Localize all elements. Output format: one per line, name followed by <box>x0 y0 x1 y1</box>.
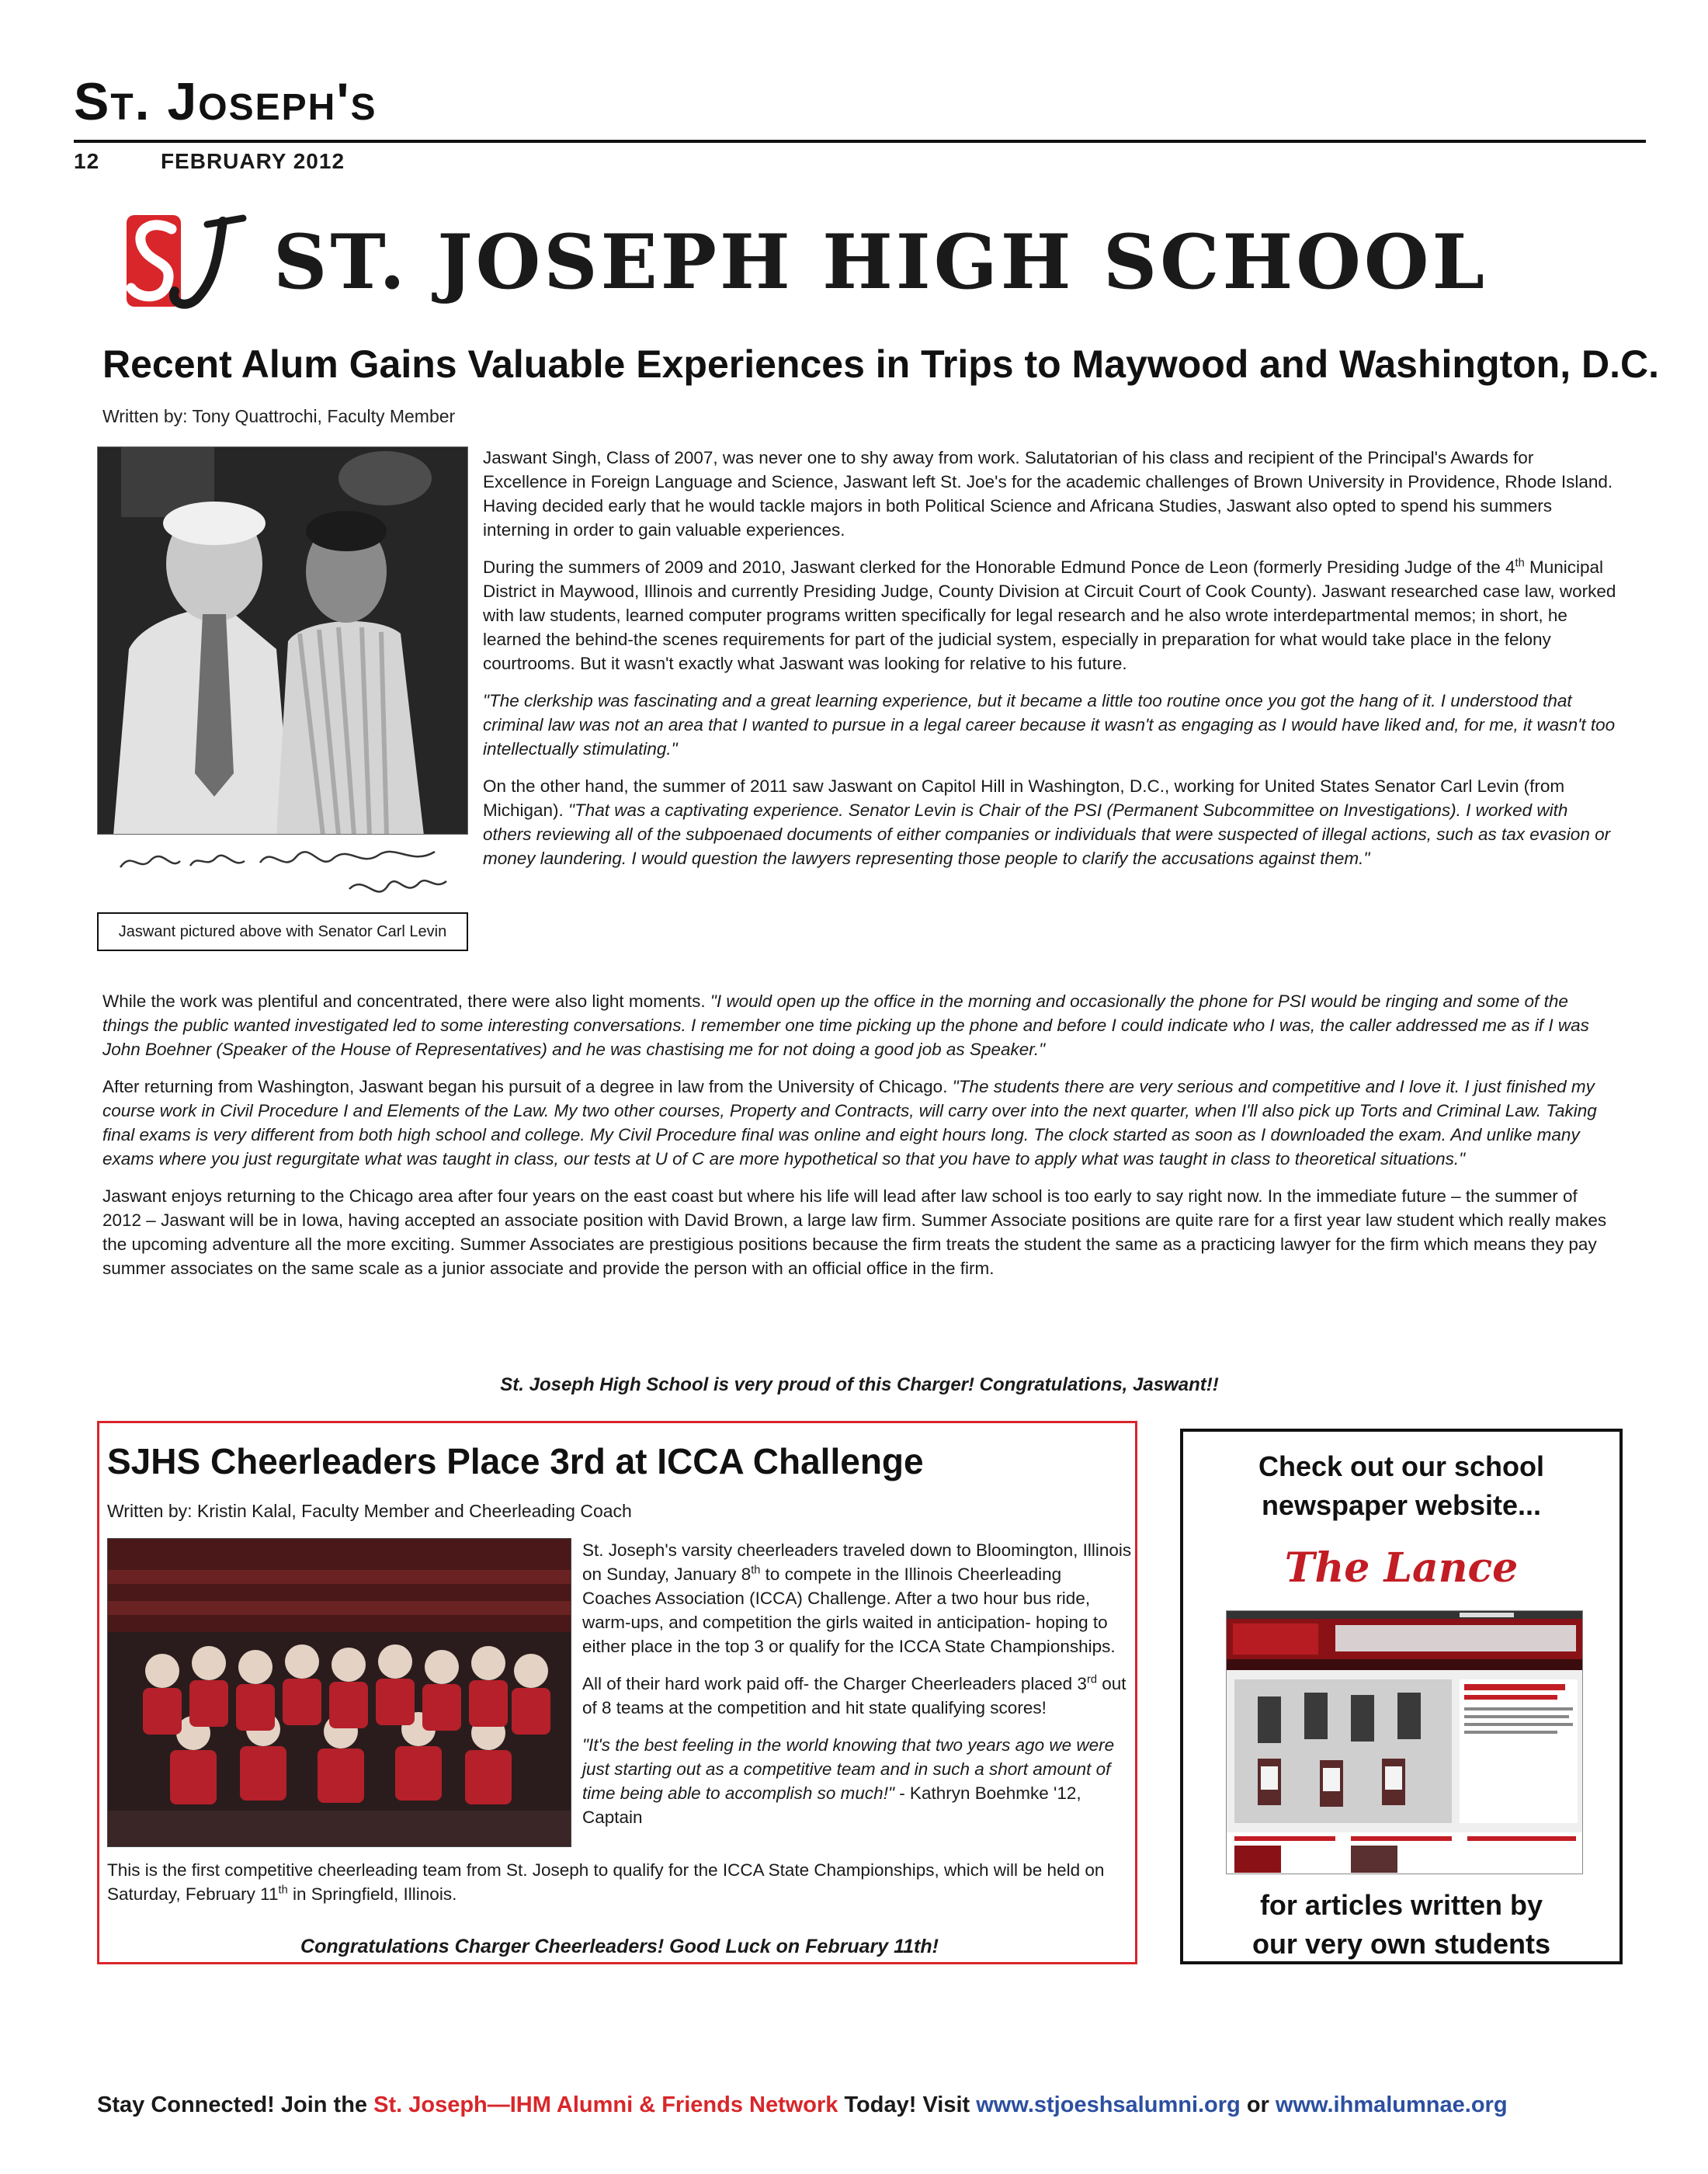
promo-tagline-line: for articles written by <box>1259 1889 1543 1921</box>
issue-date: FEBRUARY 2012 <box>160 149 345 173</box>
article1-paragraph: Jaswant enjoys returning to the Chicago area after four years on the east coast but where his life will lead after law school is too early to say right now. In the immediate future – the summer of 2012 – Jaswant will be in Iowa, having accepted an associate position with David Brown, a large law firm. Summer Associate positions are quite rare for a first year law student which really makes the upcoming adventure all the more exciting. Summer Associates are prestigious positions because the firm treats the student the same as a practicing lawyer for the firm which means they pay summer associates on the same scale as a junior associate and provide the person with an official office in the firm. <box>102 1186 1607 1278</box>
text-run: out of 8 teams at the competition and hit state qualifying scores! <box>582 1674 1127 1717</box>
footer-text: or <box>1240 2092 1276 2117</box>
alumni-link-stjoes[interactable]: www.stjoeshsalumni.org <box>976 2092 1241 2117</box>
ordinal-suffix: th <box>751 1564 761 1577</box>
alumni-link-ihm[interactable]: www.ihmalumnae.org <box>1275 2092 1508 2117</box>
text-run: While the work was plentiful and concentrated, there were also light moments. <box>102 991 710 1011</box>
text-run: On the other hand, the summer of 2011 saw Jaswant on Capitol Hill in Washington, D.C., working for United States Senator Carl Levin (from Michigan). <box>483 776 1565 820</box>
quote-attribution: - Kathryn Boehmke '12, Captain <box>582 1783 1081 1827</box>
cheer-article-box <box>97 1421 1137 1964</box>
article1-quote: "The clerkship was fascinating and a great learning experience, but it became a little too routine once you got the hang of it. I understood that criminal law was not an area that I wanted to pursue in a legal career because it wasn't as engaging as I would have liked and, for me, it wasn't too intellectually stimulating." <box>483 691 1616 759</box>
school-header <box>120 203 1595 320</box>
promo-heading-line: Check out our school <box>1258 1450 1545 1482</box>
article1-closing: St. Joseph High School is very proud of this Charger! Congratulations, Jaswant!! <box>500 1374 1219 1395</box>
article1-body-wide <box>102 989 1616 1294</box>
school-logo-icon <box>120 207 256 316</box>
article2-body-bottom <box>107 1858 1132 1919</box>
school-name: ST. JOSEPH HIGH SCHOOL <box>273 217 1488 306</box>
issue-line <box>74 149 345 174</box>
quote-run: "I would open up the office in the morning and occasionally the phone for PSI would be ringing and some of the things the public wanted investigated led to some interesting conversations. I remember one time picking up the phone and before I could indicate who I was, the caller addressed me as if I was John Boehner (Speaker of the House of Representatives) and he was chastising me for not doing a good job as Speaker." <box>102 991 1589 1059</box>
text-run: After returning from Washington, Jaswant began his pursuit of a degree in law from the University of Chicago. <box>102 1077 953 1096</box>
text-run: in Springfield, Illinois. <box>287 1884 457 1904</box>
article1-body-narrow <box>483 446 1616 884</box>
ordinal-suffix: rd <box>1086 1673 1097 1686</box>
promo-heading-line: newspaper website... <box>1261 1489 1542 1521</box>
text-run: This is the first competitive cheerleading team from St. Joseph to qualify for the ICCA State Championships, which will be held on Saturday, February 11 <box>107 1860 1105 1904</box>
article1-paragraph: Jaswant Singh, Class of 2007, was never one to shy away from work. Salutatorian of his class and recipient of the Principal's Awards for Excellence in Foreign Language and Science, Jaswant left St. Joe's for the academic challenges of Brown University in Providence, Rhode Island. Having decided early that he would tackle majors in both Political Science and Africana Studies, Jaswant also opted to spend his summers interning in order to gain valuable experiences. <box>483 448 1613 540</box>
article2-paragraph <box>582 1538 1133 1658</box>
article2-headline: SJHS Cheerleaders Place 3rd at ICCA Challenge <box>107 1441 924 1481</box>
article2-body-side <box>582 1538 1133 1842</box>
footer-alumni-banner <box>97 2092 1642 2118</box>
article1-photo <box>97 446 468 835</box>
text-run: During the summers of 2009 and 2010, Jaswant clerked for the Honorable Edmund Ponce de Leon (formerly Presiding Judge of the 4 <box>483 557 1515 577</box>
paper-name: The Lance <box>1284 1544 1519 1592</box>
text-run: Municipal District in Maywood, Illinois and currently Presiding Judge, County Division at Circuit Court of Cook County). Jaswant researched case law, worked with law students, learned computer programs written specifically for legal research and he also wrote interdepartmental memos; in short, he learned the behind-the scenes requirements for part of the judicial system, especially in preparation for what would take place in the felony courtrooms. But it wasn't exactly what Jaswant was looking for relative to his future. <box>483 557 1616 673</box>
article2-paragraph <box>582 1672 1133 1720</box>
quote-run: "It's the best feeling in the world knowing that two years ago we were just starting out as a competitive team and in such a short amount of time being able to accomplish so much!" <box>582 1735 1115 1803</box>
autograph-signature <box>116 842 450 912</box>
text-run: to compete in the Illinois Cheerleading Coaches Association (ICCA) Challenge. After a two hour bus ride, warm-ups, and competition the girls waited in anticipation- hoping to either place in the top 3 or qualify for the ICCA State Championships. <box>582 1565 1116 1656</box>
footer-text: Stay Connected! Join the <box>97 2092 374 2117</box>
newspaper-promo-box <box>1180 1429 1623 1964</box>
article2-paragraph <box>582 1733 1133 1829</box>
article2-byline: Written by: Kristin Kalal, Faculty Member and Cheerleading Coach <box>107 1501 632 1521</box>
promo-tagline <box>1183 1886 1619 1964</box>
text-run: St. Joseph's varsity cheerleaders traveled down to Bloomington, Illinois on Sunday, January 8 <box>582 1540 1132 1584</box>
footer-text: Today! Visit <box>838 2092 977 2117</box>
website-screenshot <box>1226 1610 1583 1874</box>
article1-byline: Written by: Tony Quattrochi, Faculty Member <box>102 406 456 426</box>
article2-closing: Congratulations Charger Cheerleaders! Good Luck on February 11th! <box>300 1936 939 1957</box>
promo-tagline-line: our very own students <box>1251 1928 1551 1960</box>
quote-run: "The students there are very serious and competitive and I love it. I just finished my course work in Civil Procedure I and Elements of the Law. My two other courses, Property and Contracts, will carry over into the next quarter, when I'll also pick up Torts and Criminal Law. Taking final exams is very different from both high school and college. My Civil Procedure final was online and eight hours long. The clock started as soon as I downloaded the exam. And unlike many exams where you just regurgitate what was taught in class, our tests at U of C are more hypothetical so that you have to apply what was taught in class to theoretical situations." <box>102 1077 1597 1169</box>
cheer-team-photo <box>107 1538 571 1847</box>
quote-run: "That was a captivating experience. Senator Levin is Chair of the PSI (Permanent Subcommittee on Investigations). I worked with others reviewing all of the subpoenaed documents of either companies or individuals that were suspected of illegal actions, such as tax evasion or money laundering. I would question the lawyers representing those people to clarify the accusations against them." <box>483 800 1611 868</box>
page-number: 12 <box>74 149 100 173</box>
text-run: All of their hard work paid off- the Charger Cheerleaders placed 3 <box>582 1674 1087 1693</box>
masthead-rule <box>74 140 1646 143</box>
article1-paragraph <box>102 989 1616 1061</box>
article1-paragraph <box>102 1075 1616 1171</box>
ordinal-suffix: th <box>1515 557 1525 570</box>
article1-paragraph <box>483 774 1616 870</box>
ordinal-suffix: th <box>278 1884 288 1897</box>
masthead-title: St. Joseph's <box>74 72 377 131</box>
article1-headline: Recent Alum Gains Valuable Experiences in Trips to Maywood and Washington, D.C. <box>102 342 1660 386</box>
article1-paragraph <box>483 555 1616 675</box>
article1-photo-caption: Jaswant pictured above with Senator Carl Levin <box>97 912 468 951</box>
article2-paragraph <box>107 1858 1132 1906</box>
alumni-network-name: St. Joseph—IHM Alumni & Friends Network <box>373 2092 838 2117</box>
promo-heading <box>1183 1447 1619 1525</box>
